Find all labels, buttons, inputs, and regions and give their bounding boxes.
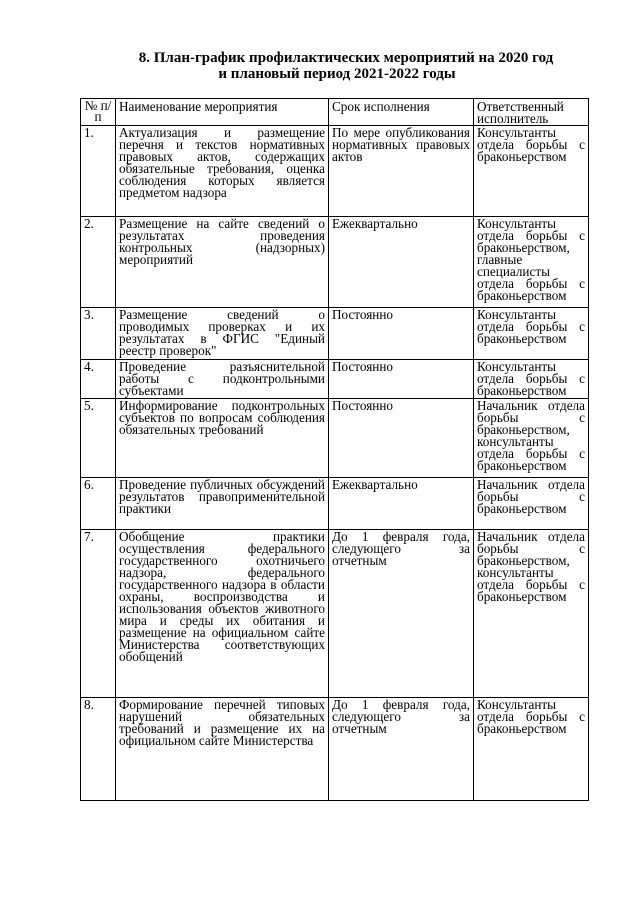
table-row [81, 478, 589, 530]
row-activity: Обобщение практики осуществления федерального государственного охотничьего надзора, федерального государственного надзора в области охраны, воспроизводства и использования объектов животного мира и среды их обитания и размещение на официальном сайте Министерства соответствующих обобщений [116, 530, 329, 698]
row-num: 1. [81, 126, 116, 217]
table-row [81, 126, 589, 217]
row-num: 4. [81, 360, 116, 399]
row-responsible: Начальник отдела борьбы с браконьерством [474, 478, 589, 530]
table-row [81, 217, 589, 308]
table-row [81, 530, 589, 698]
row-term: Ежеквартально [329, 217, 474, 308]
row-responsible: Консультанты отдела борьбы с браконьерством [474, 360, 589, 399]
row-activity: Проведение публичных обсуждений результатов правоприменительной практики [116, 478, 329, 530]
row-term: До 1 февраля года, следующего за отчетным [329, 698, 474, 801]
row-responsible: Консультанты отдела борьбы с браконьерством [474, 308, 589, 360]
row-responsible: Начальник отдела борьбы с браконьерством, консультанты отдела борьбы с браконьерством [474, 399, 589, 478]
row-activity: Актуализация и размещение перечня и текстов нормативных правовых актов, содержащих обязательные требования, оценка соблюдения которых является предметом надзора [116, 126, 329, 217]
row-term: Постоянно [329, 360, 474, 399]
header-resp: Ответственный исполнитель [474, 99, 589, 126]
row-num: 3. [81, 308, 116, 360]
row-responsible: Консультанты отдела борьбы с браконьерством [474, 126, 589, 217]
row-responsible: Консультанты отдела борьбы с браконьерством [474, 698, 589, 801]
row-num: 6. [81, 478, 116, 530]
page-title [0, 50, 640, 82]
row-responsible: Консультанты отдела борьбы с браконьерством, главные специалисты отдела борьбы с браконьерством [474, 217, 589, 308]
row-activity: Формирование перечней типовых нарушений обязательных требований и размещение их на официальном сайте Министерства [116, 698, 329, 801]
table-row [81, 399, 589, 478]
header-term: Срок исполнения [329, 99, 474, 126]
row-term: Постоянно [329, 399, 474, 478]
row-term: До 1 февраля года, следующего за отчетным [329, 530, 474, 698]
table-row [81, 360, 589, 399]
row-responsible: Начальник отдела борьбы с браконьерством, консультанты отдела борьбы с браконьерством [474, 530, 589, 698]
header-name: Наименование мероприятия [116, 99, 329, 126]
row-activity: Информирование подконтрольных субъектов по вопросам соблюдения обязательных требований [116, 399, 329, 478]
row-num: 2. [81, 217, 116, 308]
row-activity: Размещение на сайте сведений о результатах проведения контрольных (надзорных) мероприятий [116, 217, 329, 308]
plan-table [80, 98, 589, 801]
table-row [81, 308, 589, 360]
row-activity: Размещение сведений о проводимых проверках и их результатах в ФГИС "Единый реестр проверок" [116, 308, 329, 360]
row-num: 7. [81, 530, 116, 698]
row-term: Ежеквартально [329, 478, 474, 530]
header-num: № п/п [81, 99, 116, 126]
title-line-2: и плановый период 2021-2022 годы [218, 66, 456, 82]
row-term: По мере опубликования нормативных правовых актов [329, 126, 474, 217]
title-line-1: 8. План-график профилактических мероприятий на 2020 год [138, 50, 554, 66]
row-num: 8. [81, 698, 116, 801]
row-num: 5. [81, 399, 116, 478]
row-activity: Проведение разъяснительной работы с подконтрольными субъектами [116, 360, 329, 399]
table-header-row [81, 99, 589, 126]
row-term: Постоянно [329, 308, 474, 360]
table-row [81, 698, 589, 801]
